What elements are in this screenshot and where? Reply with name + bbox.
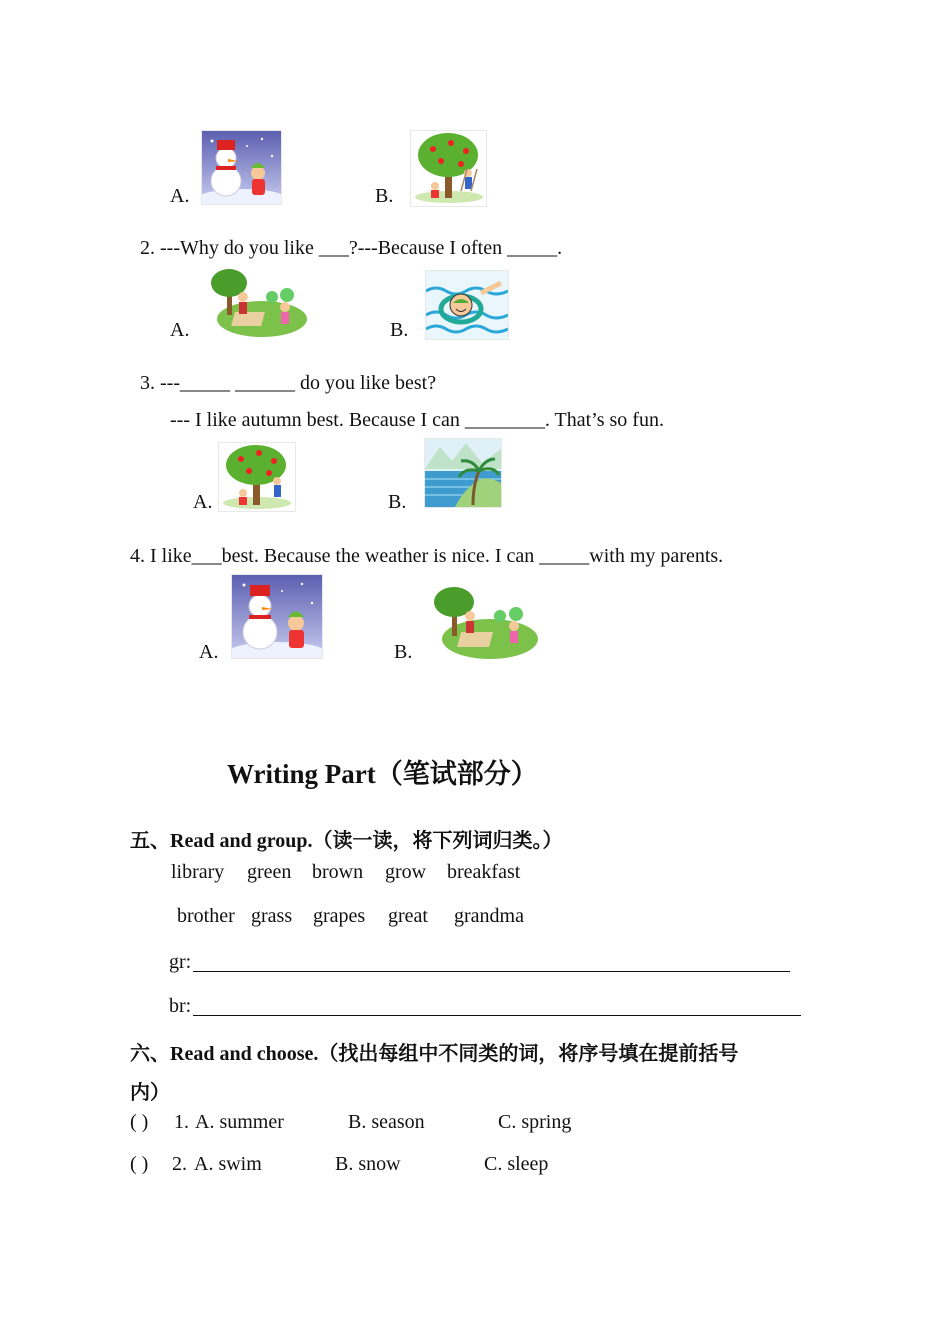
word-item: green [247,861,292,883]
br-answer-label: br: [169,995,192,1017]
word-item: brown [312,861,364,883]
choice-c: C. sleep [484,1153,549,1175]
q2-question-text: 2. ---Why do you like ___?---Because I often _____. [140,237,563,259]
snowman-winter-icon [231,574,323,659]
br-answer-line[interactable] [193,1015,801,1016]
word-item: grapes [313,905,366,927]
section5-number: 五、 [130,828,170,852]
q1-option-b-label: B. [375,185,394,207]
word-item: grass [251,905,293,927]
q3-question-line2: --- I like autumn best. Because I can ________. That’s so fun. [170,409,664,431]
section6-number: 六、 [130,1041,170,1065]
choice-number: 1. [174,1111,189,1133]
apple-tree-picking-icon [218,442,296,512]
q2-option-a-label: A. [170,319,190,341]
word-item: great [388,905,428,927]
snowman-winter-icon [201,130,282,205]
q3-option-a-label: A. [193,491,213,513]
swimming-icon [425,270,509,340]
apple-tree-picking-icon [410,130,487,207]
section5-heading [130,824,562,853]
section6-title: Read and choose. [170,1043,319,1065]
section6-title-cn-continued: 内） [130,1080,170,1104]
choice-b: B. season [348,1111,425,1133]
q3-option-b-label: B. [388,491,407,513]
answer-paren[interactable]: ( ) [130,1153,149,1175]
writing-part-title-cn: （笔试部分） [375,759,538,790]
choice-a: A. swim [194,1153,262,1175]
section6-heading [130,1037,738,1066]
word-item: library [171,861,225,883]
section6-title-cn: （找出每组中不同类的词，将序号填在提前括号 [318,1041,739,1065]
word-item: brother [177,905,235,927]
gr-answer-label: gr: [169,951,192,973]
q4-question-text: 4. I like___best. Because the weather is nice. I can _____with my parents. [130,545,724,567]
word-item: grow [385,861,427,883]
choice-b: B. snow [335,1153,401,1175]
sea-palm-icon [424,438,502,508]
q4-option-a-label: A. [199,641,219,663]
choice-a: A. summer [195,1111,284,1133]
picnic-icon [429,583,539,661]
q1-option-a-label: A. [170,185,190,207]
q2-option-b-label: B. [390,319,409,341]
q4-option-b-label: B. [394,641,413,663]
choice-c: C. spring [498,1111,572,1133]
section5-title: Read and group. [170,830,313,852]
word-item: grandma [454,905,524,927]
picnic-icon [206,266,308,340]
q3-question-line1: 3. ---_____ ______ do you like best? [140,372,437,394]
writing-part-heading [227,752,538,791]
word-item: breakfast [447,861,521,883]
answer-paren[interactable]: ( ) [130,1111,149,1133]
section5-title-cn: （读一读，将下列词归类。） [312,828,563,852]
choice-number: 2. [172,1153,187,1175]
gr-answer-line[interactable] [193,971,790,972]
writing-part-title: Writing Part [227,759,376,789]
